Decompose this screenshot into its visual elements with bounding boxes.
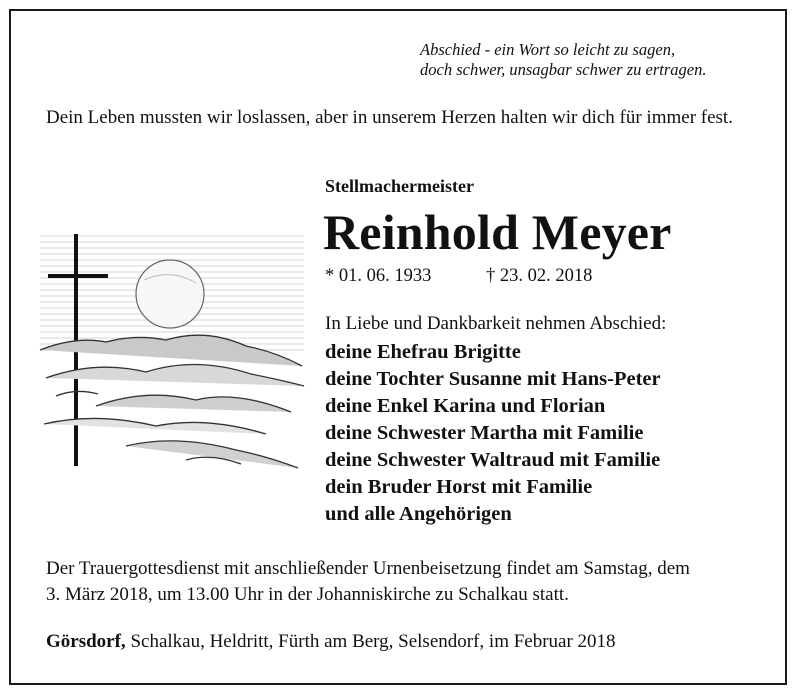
mourners-list <box>325 339 661 528</box>
service-info <box>46 556 753 608</box>
quote-line-1: Abschied - ein Wort so leicht zu sagen, <box>420 40 676 59</box>
footer-rest: Schalkau, Heldritt, Fürth am Berg, Selsendorf, im Februar 2018 <box>125 631 616 652</box>
mourners-intro: In Liebe und Dankbarkeit nehmen Abschied: <box>325 313 667 334</box>
deceased-title: Stellmachermeister <box>325 176 474 196</box>
sun-icon <box>136 260 204 328</box>
quote-line-2: doch schwer, unsagbar schwer zu ertragen. <box>420 60 707 79</box>
list-item: dein Bruder Horst mit Familie <box>325 476 593 498</box>
birth-date: * 01. 06. 1933 <box>325 266 432 286</box>
footer-place: Görsdorf, <box>46 631 126 652</box>
deceased-name: Reinhold Meyer <box>323 204 672 260</box>
service-line-2: 3. März 2018, um 13.00 Uhr in der Johanniskirche zu Schalkau statt. <box>46 584 569 605</box>
service-line-1: Der Trauergottesdienst mit anschließender Urnenbeisetzung findet am Samstag, dem <box>46 558 690 579</box>
list-item: deine Tochter Susanne mit Hans-Peter <box>325 368 661 390</box>
list-item: deine Schwester Martha mit Familie <box>325 422 644 444</box>
footer-places <box>46 631 616 653</box>
death-date: † 23. 02. 2018 <box>486 266 593 286</box>
list-item: deine Schwester Waltraud mit Familie <box>325 449 661 471</box>
farewell-quote <box>420 40 750 80</box>
intro-text: Dein Leben mussten wir loslassen, aber in unserem Herzen halten wir dich für immer fest. <box>46 107 733 128</box>
list-item: deine Ehefrau Brigitte <box>325 341 521 363</box>
cross-landscape-illustration <box>36 228 308 478</box>
list-item: deine Enkel Karina und Florian <box>325 395 606 417</box>
list-item: und alle Angehörigen <box>325 503 512 525</box>
hills-drawing <box>40 335 304 468</box>
